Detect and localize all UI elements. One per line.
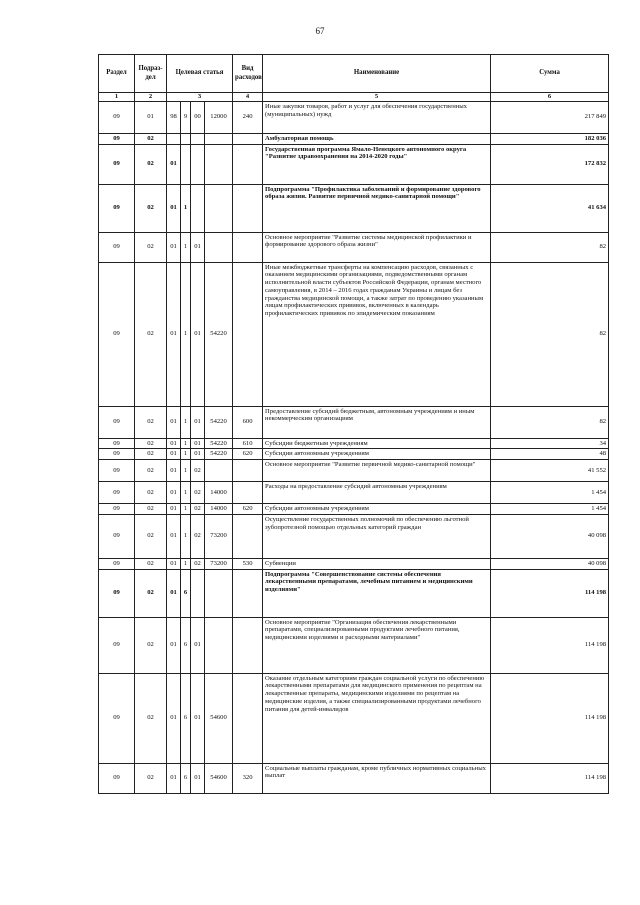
direction-code-cell [205, 133, 233, 144]
direction-code-cell [205, 144, 233, 184]
index-cell: 6 [491, 93, 609, 102]
sum-cell: 114 198 [491, 673, 609, 763]
event-code-cell: 01 [191, 438, 205, 449]
direction-code-cell: 12000 [205, 101, 233, 133]
program-code-cell: 01 [167, 558, 181, 569]
event-code-cell: 02 [191, 460, 205, 482]
name-cell: Иные межбюджетные трансферты на компенсацию расходов, связанных с оказанием медицинскими организациями, подведомственными органам исполнительной власти субъектов Российской Федерации, органам местного самоуправления, в 2014 – 2016 годах гражданам Украины и лицам без гражданства медицинской помощи, а также затрат по проведению указанным лицам профилактических прививок, включенных в календарь профилактических прививок по эпидемическим показаниям [263, 262, 491, 406]
name-cell: Подпрограмма "Профилактика заболеваний и формирование здорового образа жизни. Развитие первичной медико-санитарной помощи" [263, 184, 491, 232]
podrazdel-cell: 02 [135, 133, 167, 144]
event-code-cell: 01 [191, 406, 205, 438]
expense-type-cell [233, 673, 263, 763]
subprogram-code-cell: 6 [181, 569, 191, 617]
expense-type-cell [233, 232, 263, 262]
subprogram-code-cell: 1 [181, 504, 191, 515]
subprogram-code-cell: 1 [181, 482, 191, 504]
sum-cell: 82 [491, 406, 609, 438]
subprogram-code-cell: 1 [181, 262, 191, 406]
podrazdel-cell: 02 [135, 482, 167, 504]
sum-cell: 114 198 [491, 763, 609, 793]
direction-code-cell [205, 232, 233, 262]
direction-code-cell: 14000 [205, 504, 233, 515]
podrazdel-cell: 02 [135, 617, 167, 673]
index-cell: 3 [167, 93, 233, 102]
sum-cell: 40 098 [491, 558, 609, 569]
direction-code-cell: 54220 [205, 406, 233, 438]
event-code-cell: 00 [191, 101, 205, 133]
header-naimenovanie: Наименование [263, 55, 491, 93]
event-code-cell: 01 [191, 673, 205, 763]
program-code-cell: 01 [167, 449, 181, 460]
razdel-cell: 09 [99, 133, 135, 144]
subprogram-code-cell [181, 144, 191, 184]
sum-cell: 41 552 [491, 460, 609, 482]
sum-cell: 82 [491, 262, 609, 406]
table-row [99, 482, 609, 504]
sum-cell: 114 198 [491, 569, 609, 617]
expense-type-cell [233, 262, 263, 406]
program-code-cell: 98 [167, 101, 181, 133]
direction-code-cell: 73200 [205, 514, 233, 558]
podrazdel-cell: 02 [135, 514, 167, 558]
sum-cell: 114 198 [491, 617, 609, 673]
table-row [99, 438, 609, 449]
program-code-cell: 01 [167, 438, 181, 449]
expense-type-cell [233, 569, 263, 617]
header-podrazdel: Подраз-дел [135, 55, 167, 93]
expense-type-cell: 620 [233, 449, 263, 460]
table-row [99, 569, 609, 617]
razdel-cell: 09 [99, 673, 135, 763]
name-cell: Субвенции [263, 558, 491, 569]
event-code-cell: 02 [191, 504, 205, 515]
program-code-cell: 01 [167, 482, 181, 504]
subprogram-code-cell: 9 [181, 101, 191, 133]
name-cell: Основное мероприятие "Организация обеспечения лекарственными препаратами, специализированными продуктами лечебного питания, медицинскими изделиями и расходными материалами" [263, 617, 491, 673]
name-cell: Предоставление субсидий бюджетным, автономным учреждениям и иным некоммерческим организациям [263, 406, 491, 438]
direction-code-cell: 73200 [205, 558, 233, 569]
sum-cell: 82 [491, 232, 609, 262]
table-row [99, 449, 609, 460]
table-row [99, 184, 609, 232]
expense-type-cell [233, 144, 263, 184]
name-cell: Основное мероприятие "Развитие системы медицинской профилактики и формирование здорового образа жизни" [263, 232, 491, 262]
program-code-cell: 01 [167, 504, 181, 515]
podrazdel-cell: 02 [135, 558, 167, 569]
event-code-cell: 01 [191, 262, 205, 406]
page-number: 67 [315, 26, 325, 36]
table-row [99, 232, 609, 262]
sum-cell: 1 454 [491, 482, 609, 504]
expense-type-cell [233, 460, 263, 482]
table-row [99, 262, 609, 406]
program-code-cell: 01 [167, 406, 181, 438]
program-code-cell: 01 [167, 617, 181, 673]
direction-code-cell [205, 569, 233, 617]
razdel-cell: 09 [99, 262, 135, 406]
name-cell: Расходы на предоставление субсидий автономным учреждениям [263, 482, 491, 504]
direction-code-cell: 54220 [205, 262, 233, 406]
program-code-cell [167, 133, 181, 144]
name-cell: Социальные выплаты гражданам, кроме публичных нормативных социальных выплат [263, 763, 491, 793]
name-cell: Амбулаторная помощь [263, 133, 491, 144]
table-row [99, 144, 609, 184]
razdel-cell: 09 [99, 558, 135, 569]
sum-cell: 217 849 [491, 101, 609, 133]
table-row [99, 101, 609, 133]
table-row [99, 133, 609, 144]
podrazdel-cell: 02 [135, 673, 167, 763]
podrazdel-cell: 02 [135, 763, 167, 793]
razdel-cell: 09 [99, 449, 135, 460]
direction-code-cell: 54220 [205, 438, 233, 449]
razdel-cell: 09 [99, 438, 135, 449]
index-cell: 1 [99, 93, 135, 102]
name-cell: Осуществление государственных полномочий по обеспечению льготной зубопротезной помощью отдельных категорий граждан [263, 514, 491, 558]
subprogram-code-cell: 6 [181, 673, 191, 763]
sum-cell: 172 832 [491, 144, 609, 184]
sum-cell: 40 098 [491, 514, 609, 558]
razdel-cell: 09 [99, 144, 135, 184]
event-code-cell: 01 [191, 617, 205, 673]
subprogram-code-cell [181, 133, 191, 144]
razdel-cell: 09 [99, 514, 135, 558]
sum-cell: 34 [491, 438, 609, 449]
expense-type-cell [233, 482, 263, 504]
expense-type-cell: 240 [233, 101, 263, 133]
table-row [99, 514, 609, 558]
event-code-cell: 01 [191, 232, 205, 262]
event-code-cell [191, 569, 205, 617]
expense-type-cell [233, 617, 263, 673]
razdel-cell: 09 [99, 504, 135, 515]
podrazdel-cell: 02 [135, 438, 167, 449]
podrazdel-cell: 01 [135, 101, 167, 133]
event-code-cell [191, 144, 205, 184]
program-code-cell: 01 [167, 673, 181, 763]
razdel-cell: 09 [99, 482, 135, 504]
expense-type-cell [233, 514, 263, 558]
name-cell: Государственная программа Ямало-Ненецкого автономного округа "Развитие здравоохранения на 2014-2020 годы" [263, 144, 491, 184]
program-code-cell: 01 [167, 569, 181, 617]
name-cell: Основное мероприятие "Развитие первичной медико-санитарной помощи" [263, 460, 491, 482]
subprogram-code-cell: 6 [181, 763, 191, 793]
razdel-cell: 09 [99, 617, 135, 673]
table-row [99, 460, 609, 482]
direction-code-cell [205, 617, 233, 673]
table-row [99, 673, 609, 763]
program-code-cell: 01 [167, 514, 181, 558]
index-cell: 2 [135, 93, 167, 102]
index-cell: 5 [263, 93, 491, 102]
header-summa: Сумма [491, 55, 609, 93]
event-code-cell [191, 184, 205, 232]
direction-code-cell [205, 184, 233, 232]
budget-table [98, 54, 609, 794]
header-row [99, 55, 609, 93]
subprogram-code-cell: 1 [181, 438, 191, 449]
sum-cell: 1 454 [491, 504, 609, 515]
event-code-cell: 02 [191, 514, 205, 558]
program-code-cell: 01 [167, 763, 181, 793]
program-code-cell: 01 [167, 184, 181, 232]
table-row [99, 617, 609, 673]
razdel-cell: 09 [99, 101, 135, 133]
table-row [99, 406, 609, 438]
expense-type-cell: 320 [233, 763, 263, 793]
table-row [99, 504, 609, 515]
razdel-cell: 09 [99, 184, 135, 232]
subprogram-code-cell: 1 [181, 406, 191, 438]
expense-type-cell: 620 [233, 504, 263, 515]
header-vid-rashodov: Вид расходов [233, 55, 263, 93]
sum-cell: 182 036 [491, 133, 609, 144]
event-code-cell [191, 133, 205, 144]
event-code-cell: 02 [191, 482, 205, 504]
podrazdel-cell: 02 [135, 232, 167, 262]
program-code-cell: 01 [167, 460, 181, 482]
subprogram-code-cell: 1 [181, 460, 191, 482]
podrazdel-cell: 02 [135, 460, 167, 482]
razdel-cell: 09 [99, 406, 135, 438]
podrazdel-cell: 02 [135, 406, 167, 438]
event-code-cell: 01 [191, 449, 205, 460]
table-row [99, 558, 609, 569]
expense-type-cell [233, 184, 263, 232]
subprogram-code-cell: 1 [181, 449, 191, 460]
event-code-cell: 01 [191, 763, 205, 793]
index-cell: 4 [233, 93, 263, 102]
program-code-cell: 01 [167, 262, 181, 406]
table-row [99, 763, 609, 793]
subprogram-code-cell: 1 [181, 558, 191, 569]
expense-type-cell: 600 [233, 406, 263, 438]
direction-code-cell: 14000 [205, 482, 233, 504]
podrazdel-cell: 02 [135, 144, 167, 184]
name-cell: Подпрограмма "Совершенствование системы обеспечения лекарственными препаратами, лечебным питанием и медицинскими изделиями" [263, 569, 491, 617]
column-index-row [99, 93, 609, 102]
name-cell: Субсидии автономным учреждениям [263, 504, 491, 515]
direction-code-cell: 54220 [205, 449, 233, 460]
name-cell: Субсидии бюджетным учреждениям [263, 438, 491, 449]
podrazdel-cell: 02 [135, 262, 167, 406]
subprogram-code-cell: 1 [181, 514, 191, 558]
expense-type-cell: 530 [233, 558, 263, 569]
sum-cell: 41 634 [491, 184, 609, 232]
direction-code-cell: 54600 [205, 673, 233, 763]
subprogram-code-cell: 1 [181, 184, 191, 232]
program-code-cell: 01 [167, 232, 181, 262]
direction-code-cell [205, 460, 233, 482]
razdel-cell: 09 [99, 569, 135, 617]
name-cell: Субсидии автономным учреждениям [263, 449, 491, 460]
subprogram-code-cell: 1 [181, 232, 191, 262]
expense-type-cell: 610 [233, 438, 263, 449]
podrazdel-cell: 02 [135, 504, 167, 515]
event-code-cell: 02 [191, 558, 205, 569]
header-razdel: Раздел [99, 55, 135, 93]
program-code-cell: 01 [167, 144, 181, 184]
razdel-cell: 09 [99, 763, 135, 793]
header-celevaya-statya: Целевая статья [167, 55, 233, 93]
name-cell: Оказание отдельным категориям граждан социальной услуги по обеспечению лекарственными препаратами для медицинского применения по рецептам на лекарственные препараты, медицинскими изделиями по рецептам на медицинские изделия, а также специализированными продуктами лечебного питания для детей-инвалидов [263, 673, 491, 763]
razdel-cell: 09 [99, 232, 135, 262]
name-cell: Иные закупки товаров, работ и услуг для обеспечения государственных (муниципальных) нужд [263, 101, 491, 133]
podrazdel-cell: 02 [135, 449, 167, 460]
expense-type-cell [233, 133, 263, 144]
direction-code-cell: 54600 [205, 763, 233, 793]
subprogram-code-cell: 6 [181, 617, 191, 673]
sum-cell: 48 [491, 449, 609, 460]
podrazdel-cell: 02 [135, 569, 167, 617]
razdel-cell: 09 [99, 460, 135, 482]
podrazdel-cell: 02 [135, 184, 167, 232]
